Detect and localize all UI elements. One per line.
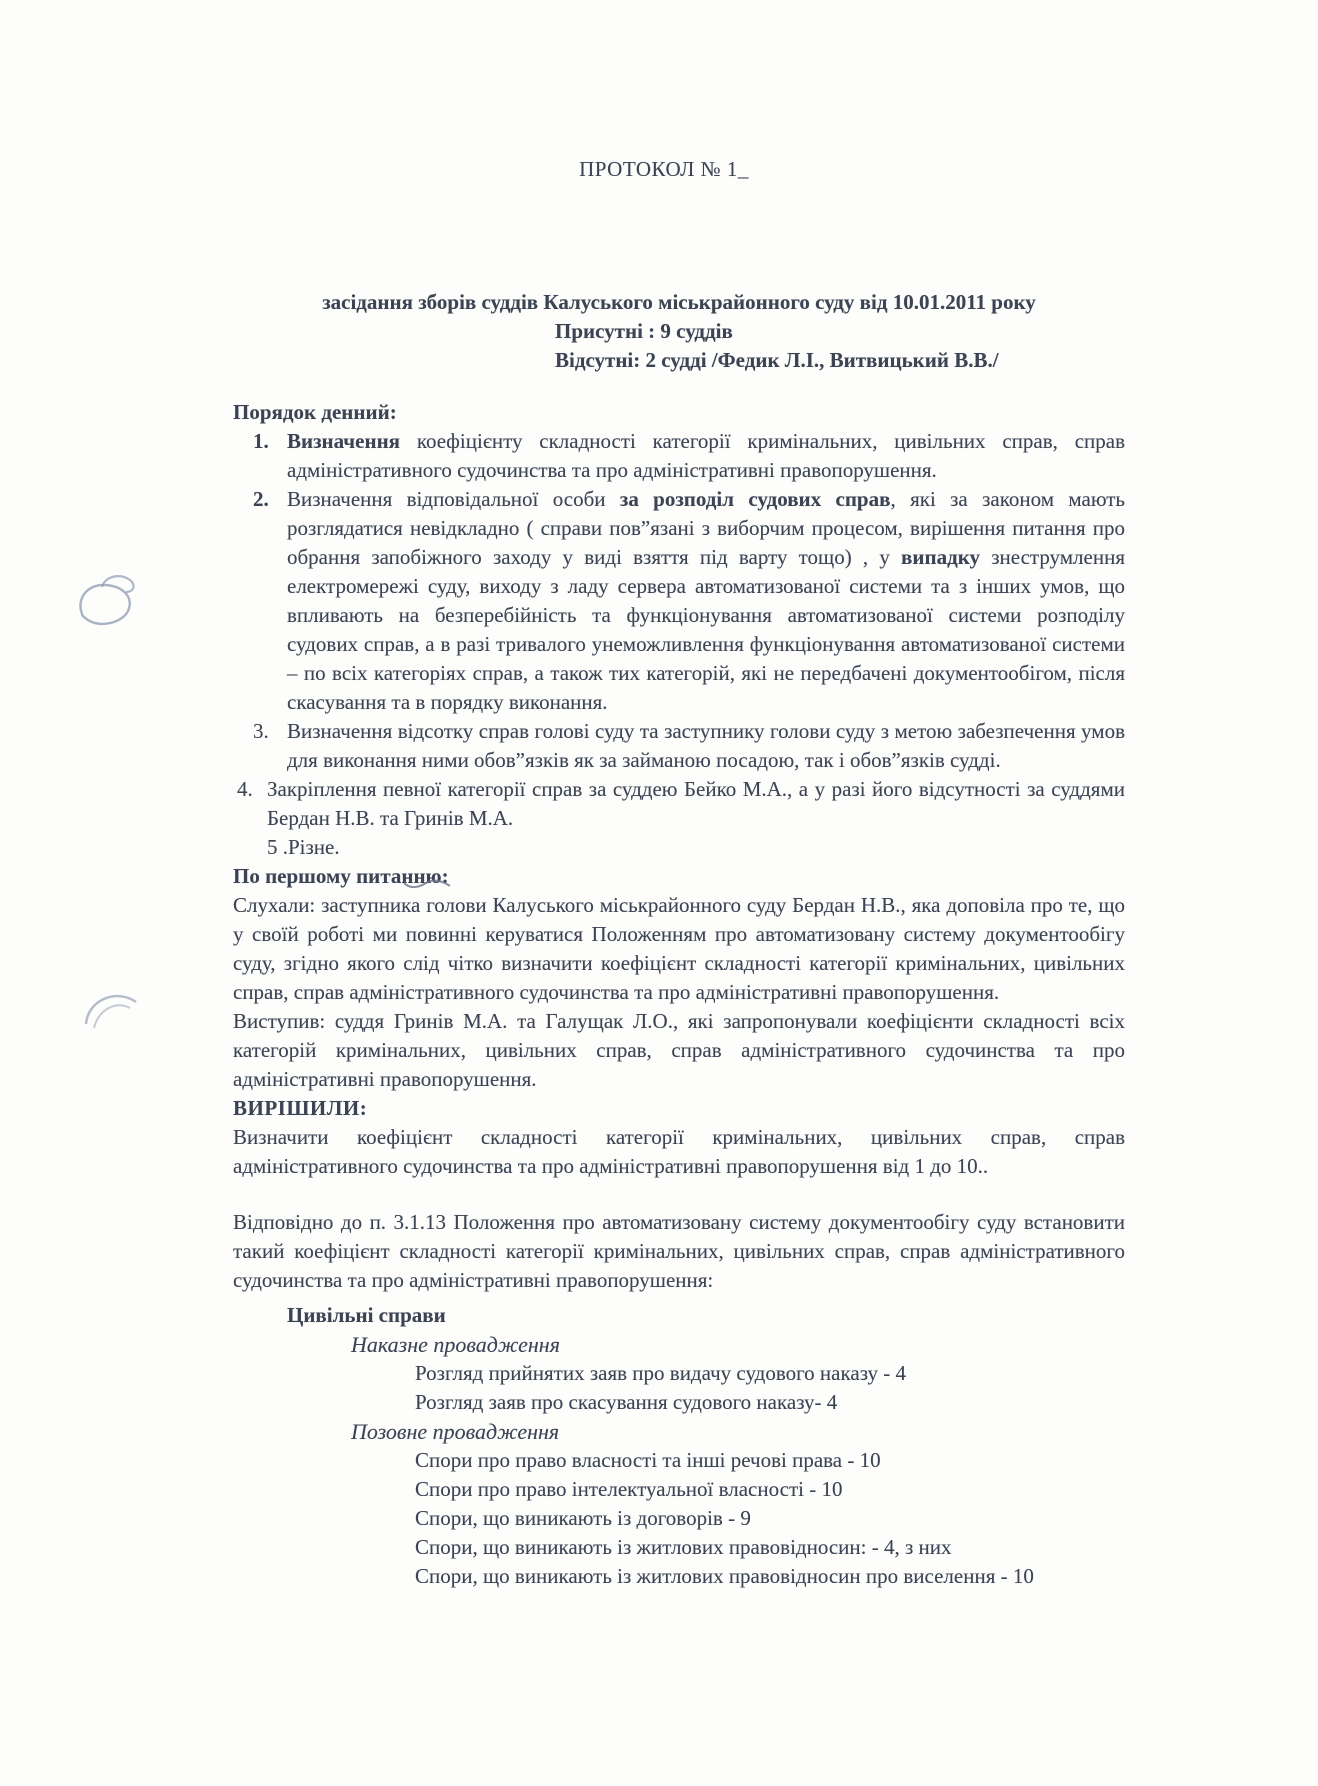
paragraph-heard: Слухали: заступника голови Калуського міськрайонного суду Бердан Н.В., яка доповіла про те, що у своїй роботі ми повинні керуватися Положенням про автоматизовану систему документообігу суду, згідно якого слід чітко визначити коефіцієнт складності категорії кримінальних, цивільних справ, справ адміністративного судочинства та про адміністративні правопорушення. — [233, 893, 1125, 1004]
meeting-line: засідання зборів суддів Калуського міськрайонного суду від 10.01.2011 року — [322, 290, 1036, 314]
agenda-item-3-number: 3. — [253, 719, 269, 743]
agenda-item-2 — [233, 485, 1125, 717]
order-proceeding-heading: Наказне провадження — [351, 1332, 560, 1357]
document-header — [233, 288, 1125, 375]
coefficient-line-claim-5: Спори, що виникають із житлових правовідносин про виселення - 10 — [415, 1564, 1034, 1588]
page-title: ПРОТОКОЛ № 1_ — [579, 157, 749, 181]
agenda-item-2-text: Визначення відповідальної особи — [287, 487, 620, 511]
civil-cases-heading: Цивільні справи — [287, 1303, 446, 1327]
agenda-item-5 — [233, 833, 1125, 862]
coefficient-line-order-1: Розгляд прийнятих заяв про видачу судового наказу - 4 — [415, 1361, 907, 1385]
agenda-item-2-text-3: знеструмлення електромережі суду, виходу з ладу сервера автоматизованої системи та з інших умов, що впливають на безперебійність та функціонування автоматизованої системи розподілу судових справ, а в разі тривалого унеможливлення функціонування автоматизованої системи – по всіх категоріях справ, а також тих категорій, які не передбачені документообігом, після скасування та в порядку виконання. — [287, 545, 1125, 714]
paragraph-decided: Визначити коефіцієнт складності категорії кримінальних, цивільних справ, справ адміністративного судочинства та про адміністративні правопорушення від 1 до 10.. — [233, 1125, 1125, 1178]
agenda-item-1 — [233, 427, 1125, 485]
agenda-item-1-number: 1. — [253, 429, 269, 453]
agenda-item-2-bold-1: за розподіл судових справ — [619, 487, 891, 511]
coefficient-line-claim-2: Спори про право інтелектуальної власності - 10 — [415, 1477, 843, 1501]
agenda-item-1-bold-lead: Визначення — [287, 429, 401, 453]
decided-heading: ВИРІШИЛИ: — [233, 1096, 368, 1120]
agenda-item-4-number: 4. — [237, 777, 253, 801]
first-question-heading: По першому питанню: — [233, 864, 449, 888]
coefficient-line-claim-4: Спори, що виникають із житлових правовідносин: - 4, з них — [415, 1535, 952, 1559]
document-content — [233, 155, 1125, 1591]
coefficient-line-claim-3: Спори, що виникають із договорів - 9 — [415, 1506, 751, 1530]
claim-proceeding-heading: Позовне провадження — [351, 1419, 560, 1444]
agenda-heading: Порядок денний: — [233, 400, 397, 424]
agenda-item-5-text: 5 .Різне. — [267, 835, 340, 859]
agenda-item-3-text: Визначення відсотку справ голові суду та заступнику голови суду з метою забезпечення умов для виконання ними обов”язків як за займаною посадою, так і обов”язків судді. — [287, 719, 1125, 772]
absent-line: Відсутні: 2 судді /Федик Л.І., Витвицький В.В./ — [555, 348, 999, 372]
agenda-item-1-text: коефіцієнту складності категорії кримінальних, цивільних справ, справ адміністративного судочинства та про адміністративні правопорушення. — [287, 429, 1125, 482]
agenda-item-2-bold-2: випадку — [901, 545, 980, 569]
agenda-item-2-text-2: , які за законом мають розглядатися невідкладно ( справи пов”язані з виборчим процесом, вирішення питання про обрання запобіжного заходу у виді взяття під варту тощо) , у — [287, 487, 1125, 569]
agenda-item-2-number: 2. — [253, 487, 269, 511]
coefficient-line-order-2: Розгляд заяв про скасування судового наказу- 4 — [415, 1390, 838, 1414]
pen-scribble-mark-1 — [72, 566, 150, 636]
agenda-item-4 — [233, 775, 1125, 833]
agenda-item-4-text: Закріплення певної категорії справ за суддею Бейко М.А., а у разі його відсутності за суддями Бердан Н.В. та Гринів М.А. — [267, 777, 1125, 830]
present-line: Присутні : 9 суддів — [555, 319, 733, 343]
paragraph-provision: Відповідно до п. 3.1.13 Положення про автоматизовану систему документообігу суду встановити такий коефіцієнт складності категорії кримінальних, цивільних справ, справ адміністративного судочинства та про адміністративні правопорушення: — [233, 1210, 1125, 1292]
coefficient-line-claim-1: Спори про право власності та інші речові права - 10 — [415, 1448, 881, 1472]
pen-scribble-mark-2 — [80, 982, 142, 1038]
agenda-item-3 — [233, 717, 1125, 775]
paragraph-spoke: Виступив: суддя Гринів М.А. та Галущак Л.О., які запропонували коефіцієнти складності всіх категорій кримінальних, цивільних справ, справ адміністративного судочинства та про адміністративні правопорушення. — [233, 1009, 1125, 1091]
